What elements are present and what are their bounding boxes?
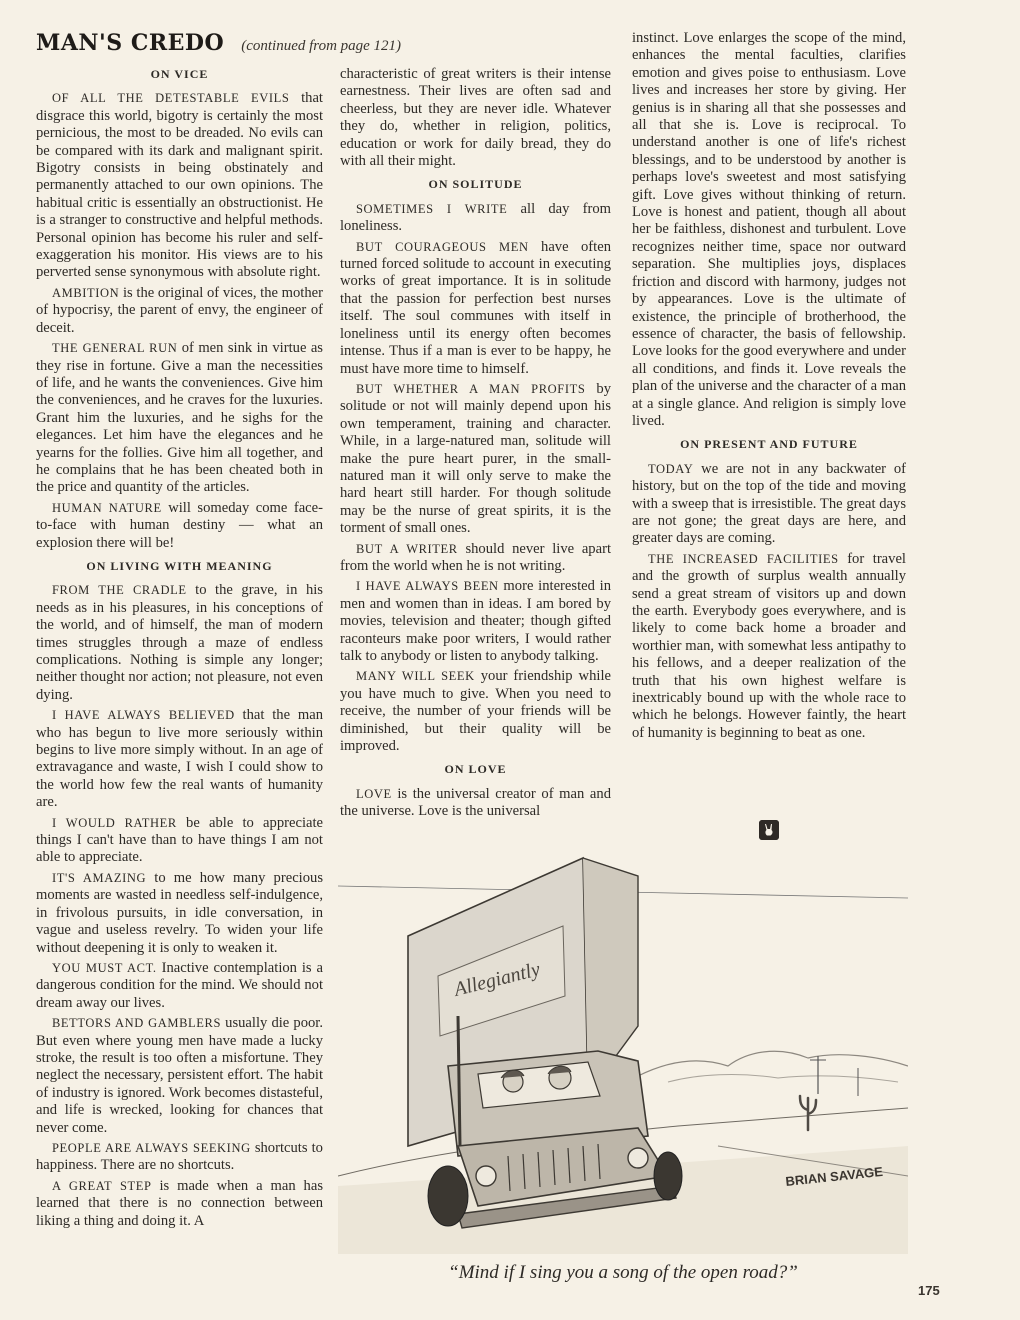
paragraph — [36, 815, 323, 867]
paragraph — [632, 30, 906, 430]
paragraph-text: have often turned forced solitude to account in executing works of great importance. It is in solitude that the passion for perfection best nurses itself. The soul communes with itself in loneliness until its energy often becomes intense. Thus if a man is ever to be happy, he must have more time to himself. — [340, 238, 611, 377]
paragraph-text: by solitude or not will mainly depend upon his own temperament, training and character. While, in a large-natured man, solitude will make the pure heart purer, in the small-natured man it will only serve to make the hard heart still harder. For though solitude may be the nurse of great spirits, it is the torment of small ones. — [340, 380, 612, 537]
lead-in: SOMETIMES I WRITE — [356, 201, 508, 216]
paragraph — [340, 541, 611, 576]
cartoon-caption: “Mind if I sing you a song of the open road?” — [448, 1262, 798, 1283]
paragraph-text: to me how many precious moments are wasted in needless self-indulgence, in frivolous pursuits, in idle conversation, in vague and useless revelry. To widen your life without deepening it is only to weaken it. — [36, 869, 323, 956]
section-heading-solitude: ON SOLITUDE — [428, 177, 523, 192]
article-title: MAN'S CREDO — [36, 30, 225, 56]
paragraph-text: for travel and the growth of surplus wealth annually send a great stream of visitors up and down the earth. Everybody goes everywhere, and is likely to come back home a broader and worthier man, with somewhat less antipathy to his fellows, and a deeper realization of the truth that his own highest welfare is inextricably bound up with the whole race to which he belongs. However faintly, the heart of humanity is beginning to beat as one. — [632, 550, 906, 741]
lead-in: I HAVE ALWAYS BELIEVED — [52, 708, 235, 723]
paragraph — [36, 707, 323, 811]
paragraph-text: that the man who has begun to live more seriously within begins to live more simply without. In an age of extravagance and waste, I wish I could show to the world how few the real wants of humanity are. — [36, 707, 323, 811]
lead-in: FROM THE CRADLE — [52, 583, 187, 598]
rabbit-head-end-mark-icon — [759, 820, 779, 840]
paragraph — [340, 578, 611, 665]
paragraph-text: should never live apart from the world when he is not writing. — [340, 540, 611, 574]
paragraph — [340, 786, 611, 821]
paragraph — [36, 1178, 323, 1230]
lead-in: BUT A WRITER — [356, 541, 458, 556]
lead-in: OF ALL THE DETESTABLE EVILS — [52, 91, 290, 106]
section-heading-vice: ON VICE — [150, 67, 209, 81]
lead-in: TODAY — [648, 461, 694, 476]
paragraph-text: will someday come face-to-face with human destiny — what an explosion there will be! — [36, 499, 323, 551]
paragraph — [36, 285, 323, 337]
paragraph-text: we are not in any backwater of history, but on the top of the tide and moving with a sweep that is irresistible. The great days are not gone; the great days are here, and greater days are coming. — [632, 460, 906, 547]
paragraph-text: instinct. Love enlarges the scope of the mind, enhances the mental faculties, clarifies emotion and gives poise to enthusiasm. Love lives and increases her store by giving. Her genius is in sharing all that she possesses and all that she is. Love is reciprocal. To understand another is one of life's richest blessings, and to be understood by another is perhaps love's sweetest and most satisfying gift. Love gives without thinking of return. Love is honest and patient, though all about her be faithless, dishonest and turbulent. Love recognizes neither time, space nor outward separation. She multiplies joys, displaces friction and discord with harmony, judges not by appearances. Love is the ultimate of existence, the principle of brotherhood, the essence of character, the basis of fellowship. Love looks for the good everywhere and under all conditions, and finds it. Love reveals the plan of the universe and the character of a man at a single glance. And religion is simply love lived. — [632, 30, 906, 429]
text-column-2 — [340, 66, 611, 824]
lead-in: IT'S AMAZING — [52, 870, 147, 885]
paragraph — [36, 582, 323, 704]
lead-in: MANY WILL SEEK — [356, 669, 475, 684]
lead-in: YOU MUST ACT. — [52, 960, 157, 975]
lead-in: AMBITION — [52, 285, 120, 300]
lead-in: A GREAT STEP — [52, 1178, 152, 1193]
paragraph-text: is the universal creator of man and the universe. Love is the universal — [340, 785, 611, 820]
section-heading-meaning: ON LIVING WITH MEANING — [86, 558, 273, 573]
paragraph — [632, 461, 906, 548]
section-heading-future: ON PRESENT AND FUTURE — [680, 437, 858, 452]
cartoon-illustration — [338, 846, 908, 1254]
paragraph-text: is the original of vices, the mother of hypocrisy, the parent of envy, the engineer of deceit. — [36, 284, 323, 336]
paragraph — [36, 960, 323, 1012]
lead-in: LOVE — [356, 786, 392, 801]
lead-in: BETTORS AND GAMBLERS — [52, 1016, 222, 1031]
section-heading-love: ON LOVE — [444, 762, 507, 777]
paragraph-text: of men sink in virtue as they rise in fortune. Give a man the necessities of life, and he wants the conveniences. Give him the conveniences, and he craves for the luxuries. Grant him the luxuries, and he sighs for the elegances. Let him have the elegances and he yearns for the follies. Give him all together, and he complains that he has been cheated both in the price and quantity of the articles. — [36, 340, 323, 496]
page-number: 175 — [918, 1283, 940, 1298]
text-column-1 — [36, 66, 323, 1233]
paragraph-text: be able to appreciate things I can't have than to have things I am not able to appreciate. — [36, 814, 324, 866]
continued-note: (continued from page 121) — [241, 38, 402, 54]
paragraph — [340, 239, 611, 378]
lead-in: THE GENERAL RUN — [52, 341, 178, 356]
paragraph — [340, 381, 611, 538]
paragraph — [632, 551, 906, 742]
paragraph — [36, 1015, 323, 1137]
artist-signature: BRIAN SAVAGE — [784, 1163, 884, 1189]
paragraph-text: your friendship while you have much to give. When you need to receive, the number of your friends will be diminished, but their quality will be improved. — [340, 668, 611, 755]
lead-in: THE INCREASED FACILITIES — [648, 551, 839, 566]
paragraph — [340, 201, 611, 236]
paragraph — [340, 668, 611, 755]
article-header — [36, 30, 401, 56]
paragraph — [36, 500, 323, 552]
text-column-3 — [632, 30, 906, 745]
lead-in: PEOPLE ARE ALWAYS SEEKING — [52, 1140, 251, 1155]
paragraph — [36, 1140, 323, 1175]
paragraph — [36, 870, 323, 957]
paragraph-text: usually die poor. But even where young men have made a lucky stroke, the result is too often a misfortune. They neglect the necessary, persistent effort. The habit of industry is ignored. Work becomes distasteful, and life is wrecked, looking for chances that never come. — [36, 1015, 323, 1136]
paragraph — [340, 66, 611, 170]
lead-in: HUMAN NATURE — [52, 500, 162, 515]
paragraph-text: Inactive contemplation is a dangerous condition for the mind. We should not dream away our lives. — [36, 959, 323, 1011]
paragraph — [36, 90, 323, 281]
paragraph-text: is made when a man has learned that there is no connection between liking a thing and doing it. A — [36, 1177, 324, 1229]
paragraph-text: that disgrace this world, bigotry is certainly the most pernicious, the most to be dreaded. No evils can be compared with its dark and malignant spirit. Bigotry consists in being obstinately and permanently attached to our own opinions. The habitual critic is essentially an obstructionist. He is a stranger to constructive and helpful methods. Personal opinion has become his ruler and self-exaggeration his monitor. His views are to his perverted sense synonymous with absolute right. — [36, 90, 323, 281]
lead-in: BUT WHETHER A MAN PROFITS — [356, 381, 586, 396]
paragraph-text: all day from loneliness. — [340, 200, 611, 235]
lead-in: I HAVE ALWAYS BEEN — [356, 579, 499, 594]
truck-sign-text: Allegiantly — [451, 958, 543, 1001]
paragraph-text: characteristic of great writers is their intense earnestness. Their lives are often sad and cheerless, but they are never idle. Whatever they do, whether in religion, politics, education or work for daily bread, they do with all their might. — [340, 66, 611, 170]
paragraph-text: more interested in men and women than in ideas. I am bored by movies, television and theater; though gifted raconteurs make poor writers, I would rather talk to anybody or listen to anybody talking. — [340, 578, 611, 664]
paragraph-text: to the grave, in his needs as in his pleasures, in his conceptions of the world, and of himself, the man of modern times struggles through a maze of endless complications. Nothing is simple any longer; neither thought nor action; not pleasure, not even dying. — [36, 582, 323, 703]
lead-in: BUT COURAGEOUS MEN — [356, 239, 529, 254]
paragraph — [36, 340, 323, 497]
paragraph-text: shortcuts to happiness. There are no shortcuts. — [36, 1139, 323, 1174]
lead-in: I WOULD RATHER — [52, 815, 177, 830]
